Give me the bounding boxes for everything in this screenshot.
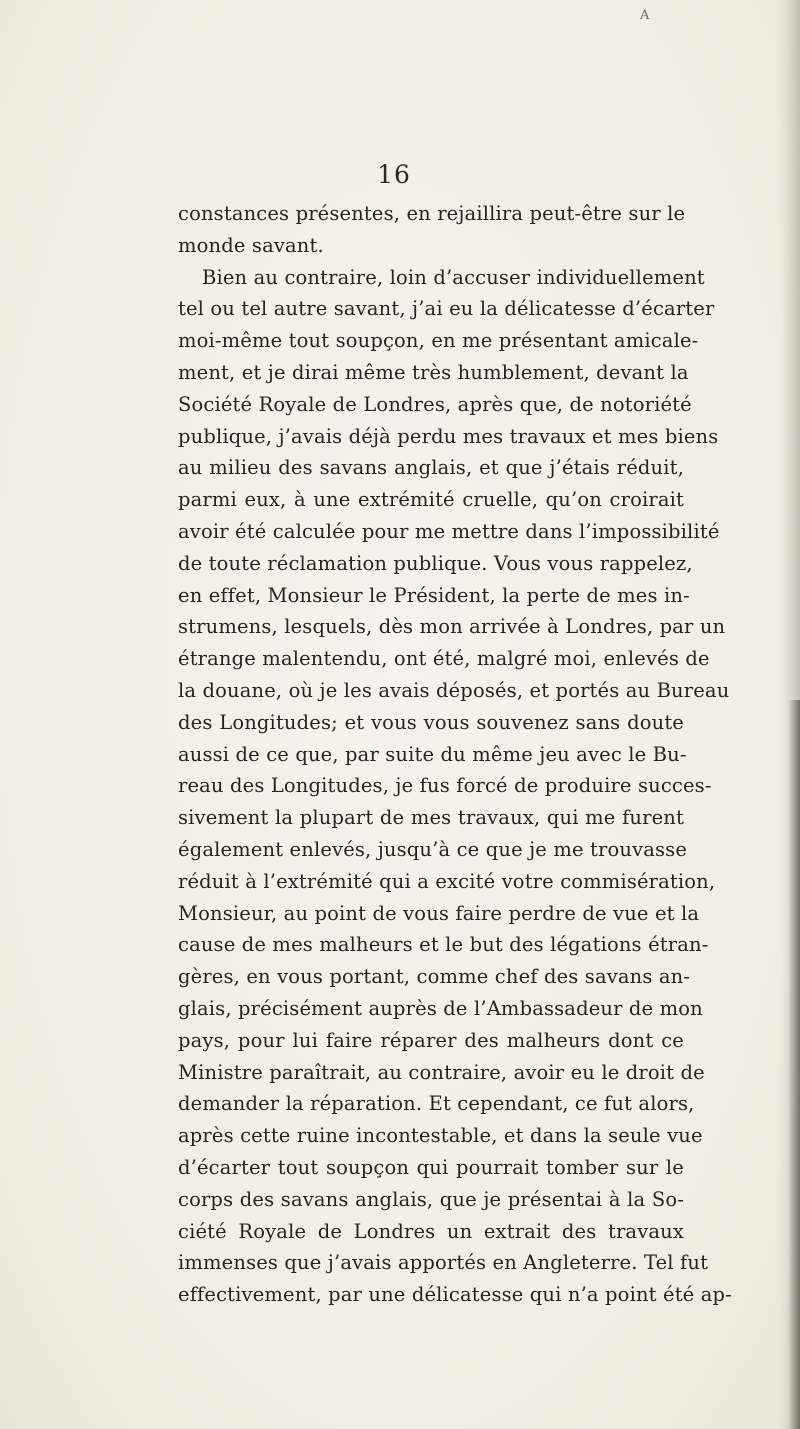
text-line: réduit à l’extrémité qui a excité votre commisération, [178, 869, 716, 893]
text-line: d’écarter tout soupçon qui pourrait tomber sur le [178, 1155, 684, 1179]
text-line: glais, précisément auprès de l’Ambassadeur de mon [178, 996, 703, 1020]
body-text [178, 198, 732, 1311]
text-line: publique, j’avais déjà perdu mes travaux et mes biens [178, 424, 719, 448]
text-line: de toute réclamation publique. Vous vous rappelez, [178, 551, 693, 575]
text-line: tel ou tel autre savant, j’ai eu la délicatesse d’écarter [178, 297, 715, 321]
text-line: effectivement, par une délicatesse qui n’a point été ap- [178, 1283, 732, 1307]
text-line: ment, et je dirai même très humblement, devant la [178, 360, 689, 384]
text-line: strumens, lesquels, dès mon arrivée à Londres, par un [178, 615, 726, 639]
text-line: la douane, où je les avais déposés, et portés au Bureau [178, 678, 730, 702]
text-line: au milieu des savans anglais, et que j’étais réduit, [178, 456, 684, 480]
text-line: Monsieur, au point de vous faire perdre de vue et la [178, 901, 700, 925]
text-line: monde savant. [178, 233, 324, 257]
page-edge-binding-shadow [788, 700, 800, 1429]
text-line: sivement la plupart de mes travaux, qui me furent [178, 806, 684, 830]
text-line: gères, en vous portant, comme chef des savans an- [178, 965, 691, 989]
text-line: après cette ruine incontestable, et dans la seule vue [178, 1124, 703, 1148]
text-line: étrange malentendu, ont été, malgré moi, enlevés de [178, 647, 710, 671]
text-line: également enlevés, jusqu’à ce que je me trouvasse [178, 837, 688, 861]
page-number: 16 [377, 160, 411, 189]
text-line: Bien au contraire, loin d’accuser individuellement [202, 265, 705, 289]
text-line: immenses que j’avais apportés en Angleterre. Tel fut [178, 1251, 709, 1275]
text-line: Ministre paraîtrait, au contraire, avoir eu le droit de [178, 1060, 705, 1084]
text-line: des Longitudes; et vous vous souvenez sans doute [178, 710, 684, 734]
text-line: constances présentes, en rejaillira peut-être sur le [178, 202, 686, 225]
text-line: en effet, Monsieur le Président, la perte de mes in- [178, 583, 690, 607]
text-line: demander la réparation. Et cependant, ce fut alors, [178, 1092, 695, 1116]
corner-mark: A [640, 8, 650, 23]
text-line: parmi eux, à une extrémité cruelle, qu’on croirait [178, 488, 684, 512]
text-line: pays, pour lui faire réparer des malheurs dont ce [178, 1028, 684, 1052]
text-line: moi-même tout soupçon, en me présentant amicale- [178, 329, 699, 353]
text-line: aussi de ce que, par suite du même jeu avec le Bu- [178, 742, 687, 766]
text-line: corps des savans anglais, que je présentai à la So- [178, 1187, 684, 1211]
text-line: Société Royale de Londres, après que, de notoriété [178, 392, 692, 416]
text-line: reau des Longitudes, je fus forcé de produire succes- [178, 774, 712, 798]
text-line: avoir été calculée pour me mettre dans l’impossibilité [178, 519, 720, 543]
text-line: ciété Royale de Londres un extrait des travaux [178, 1219, 684, 1243]
text-line: cause de mes malheurs et le but des légations étran- [178, 933, 709, 957]
